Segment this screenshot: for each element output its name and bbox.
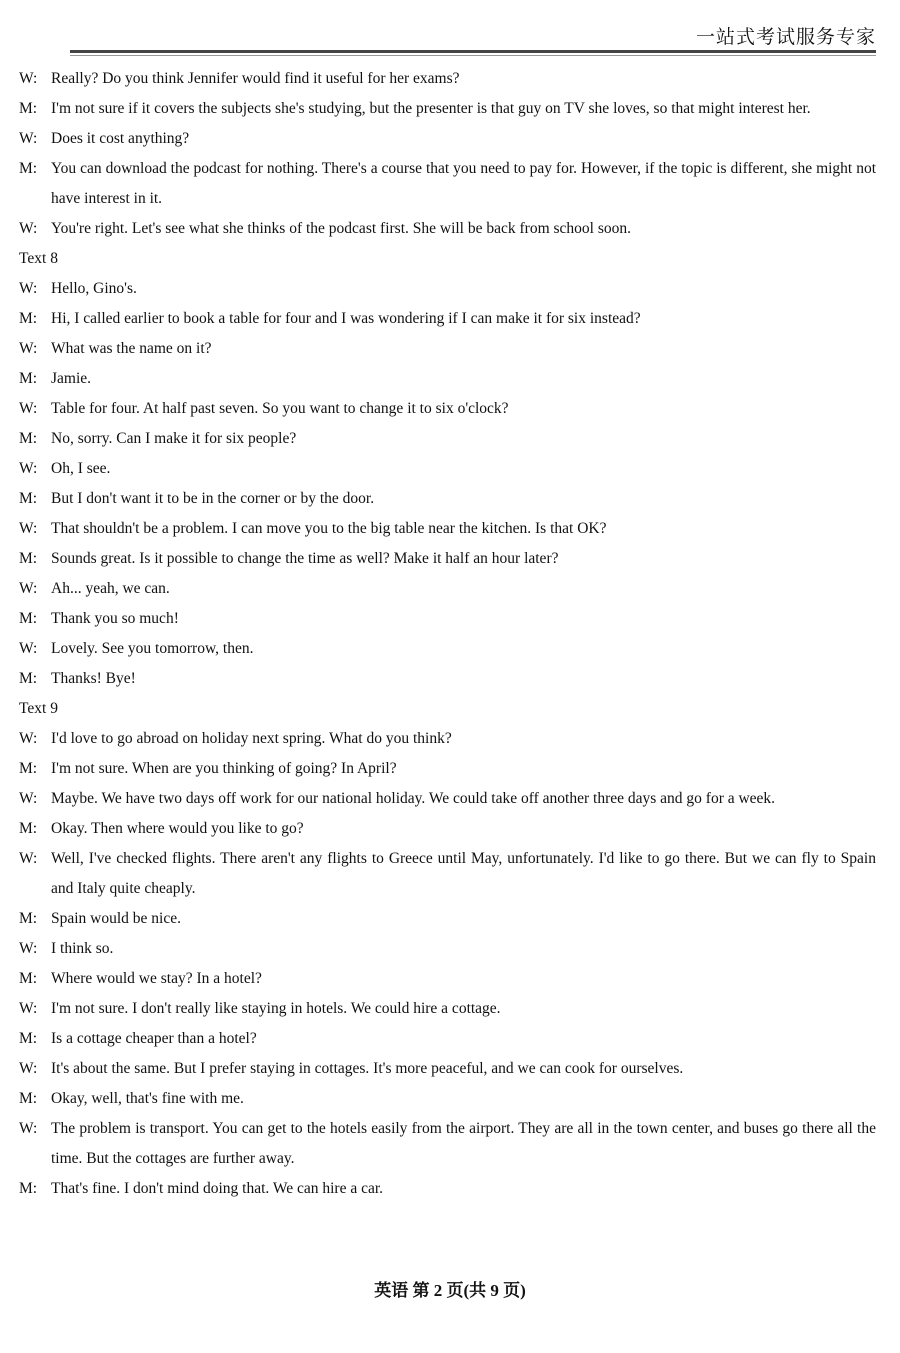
speaker-label: M: bbox=[19, 670, 38, 687]
speaker-label: M: bbox=[19, 160, 38, 177]
dialogue-text: Okay, well, that's fine with me. bbox=[51, 1090, 244, 1107]
dialogue-text: Jamie. bbox=[51, 370, 92, 387]
dialogue-text: Thank you so much! bbox=[51, 610, 179, 627]
dialogue-text: Spain would be nice. bbox=[51, 910, 182, 927]
speaker-label: M: bbox=[19, 610, 38, 627]
dialogue-text: Oh, I see. bbox=[51, 460, 111, 477]
dialogue-text: Really? Do you think Jennifer would find it useful for her exams? bbox=[51, 70, 460, 87]
dialogue-line bbox=[19, 484, 876, 514]
speaker-label: M: bbox=[19, 550, 38, 567]
dialogue-text: Does it cost anything? bbox=[51, 130, 190, 147]
dialogue-line bbox=[19, 664, 876, 694]
speaker-label: W: bbox=[19, 1120, 38, 1137]
speaker-label: W: bbox=[19, 1000, 38, 1017]
dialogue-line bbox=[19, 334, 876, 364]
dialogue-line bbox=[19, 364, 876, 394]
dialogue-line bbox=[19, 64, 876, 94]
dialogue-line bbox=[19, 154, 876, 214]
dialogue-text: Maybe. We have two days off work for our national holiday. We could take off another three days and go for a week. bbox=[51, 790, 776, 807]
dialogue-text: That shouldn't be a problem. I can move you to the big table near the kitchen. Is that OK? bbox=[51, 520, 607, 537]
dialogue-line bbox=[19, 724, 876, 754]
speaker-label: M: bbox=[19, 760, 38, 777]
dialogue-text: That's fine. I don't mind doing that. We can hire a car. bbox=[51, 1180, 384, 1197]
dialogue-text: I'd love to go abroad on holiday next spring. What do you think? bbox=[51, 730, 452, 747]
speaker-label: W: bbox=[19, 1060, 38, 1077]
dialogue-line bbox=[19, 814, 876, 844]
dialogue-text: I'm not sure if it covers the subjects she's studying, but the presenter is that guy on TV she loves, so that might interest her. bbox=[51, 100, 811, 117]
section-heading: Text 8 bbox=[19, 250, 58, 267]
dialogue-line bbox=[19, 1174, 876, 1204]
dialogue-line bbox=[19, 424, 876, 454]
dialogue-line bbox=[19, 454, 876, 484]
header-rule bbox=[70, 50, 876, 53]
dialogue-line bbox=[19, 94, 876, 124]
dialogue-line bbox=[19, 904, 876, 934]
speaker-label: W: bbox=[19, 130, 38, 147]
dialogue-line bbox=[19, 964, 876, 994]
dialogue-text: The problem is transport. You can get to the hotels easily from the airport. They are all in the town center, and buses go there all the time. But the cottages are further away. bbox=[51, 1120, 876, 1167]
speaker-label: W: bbox=[19, 70, 38, 87]
dialogue-text: But I don't want it to be in the corner or by the door. bbox=[51, 490, 375, 507]
dialogue-text: I think so. bbox=[51, 940, 114, 957]
dialogue-line bbox=[19, 1054, 876, 1084]
dialogue-text: Okay. Then where would you like to go? bbox=[51, 820, 304, 837]
dialogue-line bbox=[19, 394, 876, 424]
header-rule-thin bbox=[70, 55, 876, 56]
speaker-label: W: bbox=[19, 460, 38, 477]
dialogue-text: I'm not sure. I don't really like staying in hotels. We could hire a cottage. bbox=[51, 1000, 501, 1017]
dialogue-text: Thanks! Bye! bbox=[51, 670, 136, 687]
dialogue-text: Sounds great. Is it possible to change the time as well? Make it half an hour later? bbox=[51, 550, 559, 567]
speaker-label: W: bbox=[19, 790, 38, 807]
dialogue-text: Table for four. At half past seven. So you want to change it to six o'clock? bbox=[51, 400, 509, 417]
speaker-label: M: bbox=[19, 970, 38, 987]
speaker-label: M: bbox=[19, 430, 38, 447]
speaker-label: W: bbox=[19, 850, 38, 867]
dialogue-line bbox=[19, 304, 876, 334]
speaker-label: W: bbox=[19, 730, 38, 747]
speaker-label: M: bbox=[19, 100, 38, 117]
dialogue-line bbox=[19, 514, 876, 544]
dialogue-text: Hi, I called earlier to book a table for four and I was wondering if I can make it for six instead? bbox=[51, 310, 641, 327]
dialogue-line bbox=[19, 574, 876, 604]
dialogue-line bbox=[19, 604, 876, 634]
dialogue-text: Well, I've checked flights. There aren't any flights to Greece until May, unfortunately. I'd like to go there. But we can fly to Spain and Italy quite cheaply. bbox=[51, 850, 876, 897]
dialogue-line bbox=[19, 634, 876, 664]
dialogue-line bbox=[19, 754, 876, 784]
transcript bbox=[19, 64, 876, 1204]
dialogue-text: Hello, Gino's. bbox=[51, 280, 137, 297]
speaker-label: W: bbox=[19, 280, 38, 297]
dialogue-text: Ah... yeah, we can. bbox=[51, 580, 170, 597]
speaker-label: M: bbox=[19, 490, 38, 507]
header-slogan: 一站式考试服务专家 bbox=[695, 27, 876, 48]
dialogue-text: Where would we stay? In a hotel? bbox=[51, 970, 262, 987]
dialogue-line bbox=[19, 1024, 876, 1054]
dialogue-text: No, sorry. Can I make it for six people? bbox=[51, 430, 297, 447]
dialogue-text: Lovely. See you tomorrow, then. bbox=[51, 640, 254, 657]
dialogue-line bbox=[19, 274, 876, 304]
speaker-label: M: bbox=[19, 370, 38, 387]
speaker-label: M: bbox=[19, 1090, 38, 1107]
speaker-label: W: bbox=[19, 640, 38, 657]
dialogue-line bbox=[19, 934, 876, 964]
speaker-label: M: bbox=[19, 310, 38, 327]
dialogue-line bbox=[19, 214, 876, 244]
speaker-label: W: bbox=[19, 340, 38, 357]
dialogue-text: You're right. Let's see what she thinks of the podcast first. She will be back from school soon. bbox=[51, 220, 632, 237]
dialogue-text: I'm not sure. When are you thinking of going? In April? bbox=[51, 760, 397, 777]
dialogue-text: It's about the same. But I prefer staying in cottages. It's more peaceful, and we can cook for ourselves. bbox=[51, 1060, 684, 1077]
speaker-label: M: bbox=[19, 1030, 38, 1047]
speaker-label: W: bbox=[19, 400, 38, 417]
dialogue-line bbox=[19, 994, 876, 1024]
speaker-label: W: bbox=[19, 580, 38, 597]
speaker-label: M: bbox=[19, 1180, 38, 1197]
dialogue-line bbox=[19, 544, 876, 574]
speaker-label: W: bbox=[19, 520, 38, 537]
dialogue-line bbox=[19, 844, 876, 904]
speaker-label: W: bbox=[19, 940, 38, 957]
dialogue-text: Is a cottage cheaper than a hotel? bbox=[51, 1030, 257, 1047]
dialogue-text: You can download the podcast for nothing. There's a course that you need to pay for. However, if the topic is different, she might not have interest in it. bbox=[51, 160, 876, 207]
dialogue-line bbox=[19, 1084, 876, 1114]
speaker-label: M: bbox=[19, 910, 38, 927]
dialogue-line bbox=[19, 784, 876, 814]
dialogue-line bbox=[19, 124, 876, 154]
speaker-label: W: bbox=[19, 220, 38, 237]
dialogue-text: What was the name on it? bbox=[51, 340, 212, 357]
section-heading: Text 9 bbox=[19, 700, 58, 717]
speaker-label: M: bbox=[19, 820, 38, 837]
page-footer: 英语 第 2 页(共 9 页) bbox=[374, 1281, 526, 1300]
dialogue-line bbox=[19, 1114, 876, 1174]
